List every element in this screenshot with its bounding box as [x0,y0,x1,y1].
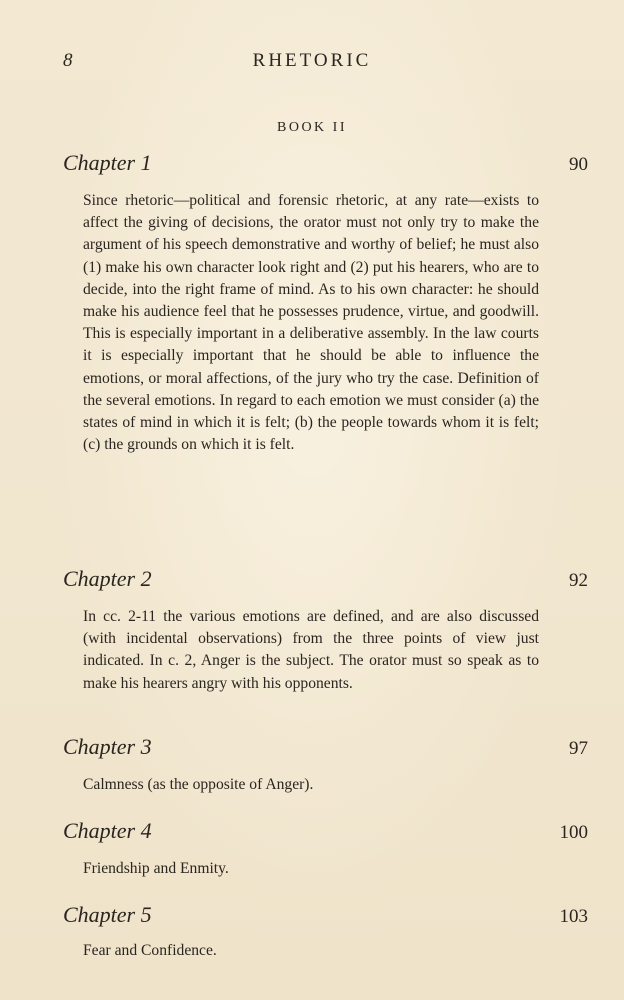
chapter-title: Chapter 5 [63,902,152,927]
chapter-summary: Since rhetoric—political and forensic rhetoric, at any rate—exists to affect the giving of decisions, the orator must not only try to make the argument of his speech demonstrative and worthy of belief; he must also (1) make his own character look right and (2) put his hearers, who are to decide, into the right frame of mind. As to his own character: he should make his audience feel that he possesses prudence, virtue, and goodwill. This is especially important in a deliberative assembly. In the law courts it is especially important that he should be able to influence the emotions, or moral affections, of the jury who try the case. Definition of the several emotions. In regard to each emotion we must consider (a) the states of mind in which it is felt; (b) the people towards whom it is felt; (c) the grounds on which it is felt. [83,192,539,454]
chapter-title: Chapter 1 [63,150,152,175]
running-title: RHETORIC [252,50,372,71]
running-head [0,50,624,74]
chapter-page-number: 90 [569,154,588,175]
chapter-page-number: 97 [569,738,588,759]
chapter-title: Chapter 4 [63,818,152,843]
chapter-summary: Calmness (as the opposite of Anger). [83,776,314,793]
book-heading: BOOK II [277,120,347,135]
chapter-summary: In cc. 2-11 the various emotions are defined, and are also discussed (with incidental observations) from the three points of view just indicated. In c. 2, Anger is the subject. The orator must so speak as to make his hearers angry with his opponents. [83,608,539,692]
page-number: 8 [63,50,73,71]
chapter-summary: Fear and Confidence. [83,942,217,959]
chapter-title: Chapter 3 [63,734,152,759]
chapter-page-number: 92 [569,570,588,591]
chapter-page-number: 103 [559,906,588,927]
chapter-summary: Friendship and Enmity. [83,860,229,877]
chapter-page-number: 100 [559,822,588,843]
chapter-title: Chapter 2 [63,566,152,591]
